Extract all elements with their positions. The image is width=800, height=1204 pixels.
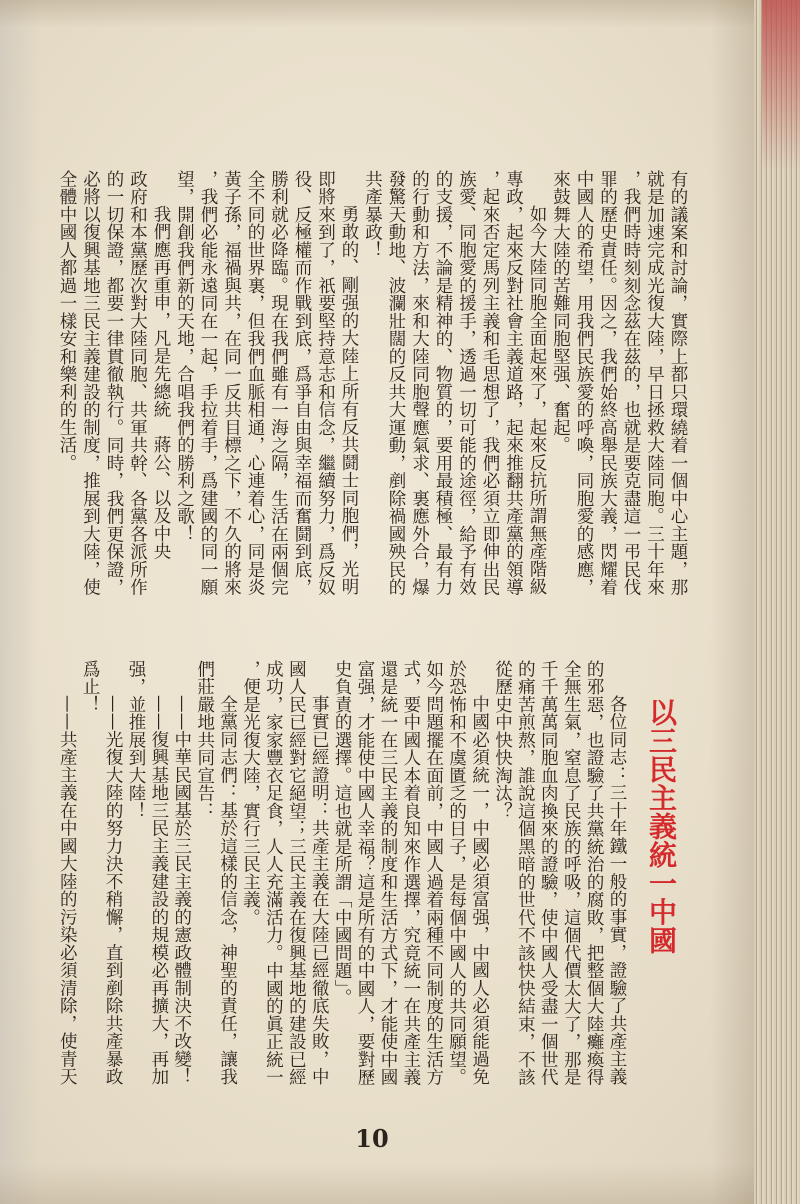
paragraph [170,660,193,1110]
text-line: 富强，才能使中國人幸福？這是所有的中國人，要對歷 [355,660,376,1086]
page-edge-shadow [710,0,754,1204]
text-line: 事實已經證明：共產主義在大陸已經徹底失敗，中 [309,695,330,1086]
text-line: 成功，家家豐衣足食，人人充滿活力。中國的眞正統一 [263,660,284,1086]
text-line: 發驚天動地、波瀾壯闊的反共大運動，剷除禍國殃民的 [386,170,406,596]
text-line: ，便是光復大陸，實行三民主義。 [240,660,261,927]
text-line: 的支援，不論是精神的、物質的，要用最積極、最有力 [433,170,453,596]
text-line: 族愛、同胞愛的援手，透過一切可能的途徑，給予有效 [456,170,477,596]
page-left-shadow [0,0,40,1204]
text-line: 各位同志：三十年鐵一般的事實，證驗了共產主義 [607,695,627,1086]
text-line: ——中華民國基於三民主義的憲政體制決不改變！ [171,695,192,1086]
paragraph [491,660,628,1110]
text-line: 於恐怖和不虞匱乏的日子，是每個中國人的共同願望。 [446,660,467,1086]
text-line: 政府和本黨歷次對大陸同胞、共軍共幹、各黨各派所作 [127,170,148,596]
text-line: 國人民已經對它絕望；三民主義在復興基地的建設已經 [286,660,307,1086]
text-line: 勇敢的、剛强的大陸上所有反共鬪士同胞們，光明 [339,205,359,596]
text-line: 我們應再重申，凡是先總統 蔣公、以及中央 [151,205,171,560]
text-line: 勝利就必降臨。現在我們雖有一海之隔，生活在兩個完 [268,170,289,596]
text-line: 罪的歷史責任。因之，我們始終高舉民族大義，閃耀着 [597,170,618,596]
text-line: 式，要中國人本着良知來作選擇，究竟統一在共產主義 [400,660,421,1086]
text-line: 全無生氣，窒息了民族的呼吸，這個代價太大了，那是 [561,660,582,1086]
text-line: 史負責的選擇。這也就是所謂「中國問題」。 [332,660,353,1007]
text-line: 中國必須統一，中國必須富强，中國人必須能過免 [469,695,490,1086]
paragraph [239,660,331,1110]
text-line: 全不同的世界裏，但我們血脈相通，心連着心，同是炎 [245,170,265,596]
paragraph [55,170,173,610]
paragraph [193,660,239,1110]
text-line: 役、反極權而作戰到底，爲爭自由與幸福而奮鬪到底， [292,170,312,596]
text-line: 從歷史中快快淘汰？ [492,660,513,820]
text-line: ，起來否定馬列主義和毛思想了，我們必須立即伸出民 [480,170,500,596]
text-line: 千千萬萬同胞血肉換來的證驗，使中國人受盡一個世代 [538,660,559,1086]
text-line: 的行動和方法，來和大陸同胞聲應氣求、裏應外合，爆 [409,170,430,596]
paragraph [78,660,124,1110]
text-line: 有的議案和討論，實際上都只環繞着一個中心主題，那 [668,170,688,596]
text-line: 强，並推展到大陸！ [125,660,146,820]
text-line: 們莊嚴地共同宣告： [194,660,215,820]
text-line: 專政，起來反對社會主義道路，起來推翻共產黨的領導 [503,170,524,596]
text-line: 共產暴政！ [362,170,383,259]
text-line: 的邪惡，也證驗了共黨統治的腐敗，把整個大陸癱瘓得 [584,660,605,1086]
text-line: 望，開創我們新的天地，合唱我們的勝利之歌！ [174,170,195,543]
text-line: 來鼓舞大陸的苦難同胞堅强、奮起。 [550,170,571,454]
paragraph [124,660,170,1110]
text-line: ，我們時時刻刻念茲在茲的，也就是要克盡這一弔民伐 [621,170,641,596]
page-edge-stack [754,0,800,1204]
text-line: 全體中國人都過一樣安和樂利的生活。 [57,170,77,472]
paragraph [330,660,490,1110]
text-line: 就是加速完成光復大陸，早日拯救大陸同胞。三十年來 [644,170,665,596]
page-number: 10 [355,1124,389,1153]
paragraph [360,170,548,610]
text-line: ——共產主義在中國大陸的污染必須清除，使青天 [57,695,78,1086]
text-line: ，我們必能永遠同在一起，手拉着手，爲建國的同一願 [198,170,218,596]
text-line: 即將來到了，祇要堅持意志和信念，繼續努力，爲反奴 [315,170,336,596]
paragraph [548,170,689,610]
text-line: ——光復大陸的努力決不稍懈，直到剷除共產暴政 [103,695,124,1086]
text-line: 中國人的希望，用我們民族愛的呼喚，同胞愛的感應， [574,170,594,596]
text-line: 如今問題擺在面前，中國人過着兩種不同制度的生活方 [423,660,444,1086]
text-line: 爲止！ [80,660,101,714]
page-edge-tint [762,0,800,170]
text-line: 必將以復興基地三民主義建設的制度，推展到大陸，使 [80,170,101,596]
section-heading: 以三民主義統一中國 [645,698,678,955]
text-line: 的一切保證，都要一律貫徹執行。同時，我們更保證， [104,170,124,596]
page-top-shadow [0,0,800,28]
upper-text-block [55,170,689,610]
text-line: 還是統一在三民主義的制度和生活方式下，才能使中國 [377,660,398,1086]
text-line: 黃子孫，福禍與共，在同一反共目標之下，不久的將來 [221,170,242,596]
lower-text-block [56,660,628,1110]
text-line: 如今大陸同胞全面起來了，起來反抗所謂無產階級 [527,205,547,596]
text-line: 的痛苦煎熬，誰說這個黑暗的世代不該快快結束，不該 [515,660,536,1086]
text-line: ——復興基地三民主義建設的規模必再擴大，再加 [148,695,169,1086]
page-bottom-shadow [0,1164,800,1204]
text-line: 全黨同志們：基於這樣的信念，神聖的責任，讓我 [217,695,238,1086]
paragraph [55,660,78,1110]
paragraph [172,170,360,610]
